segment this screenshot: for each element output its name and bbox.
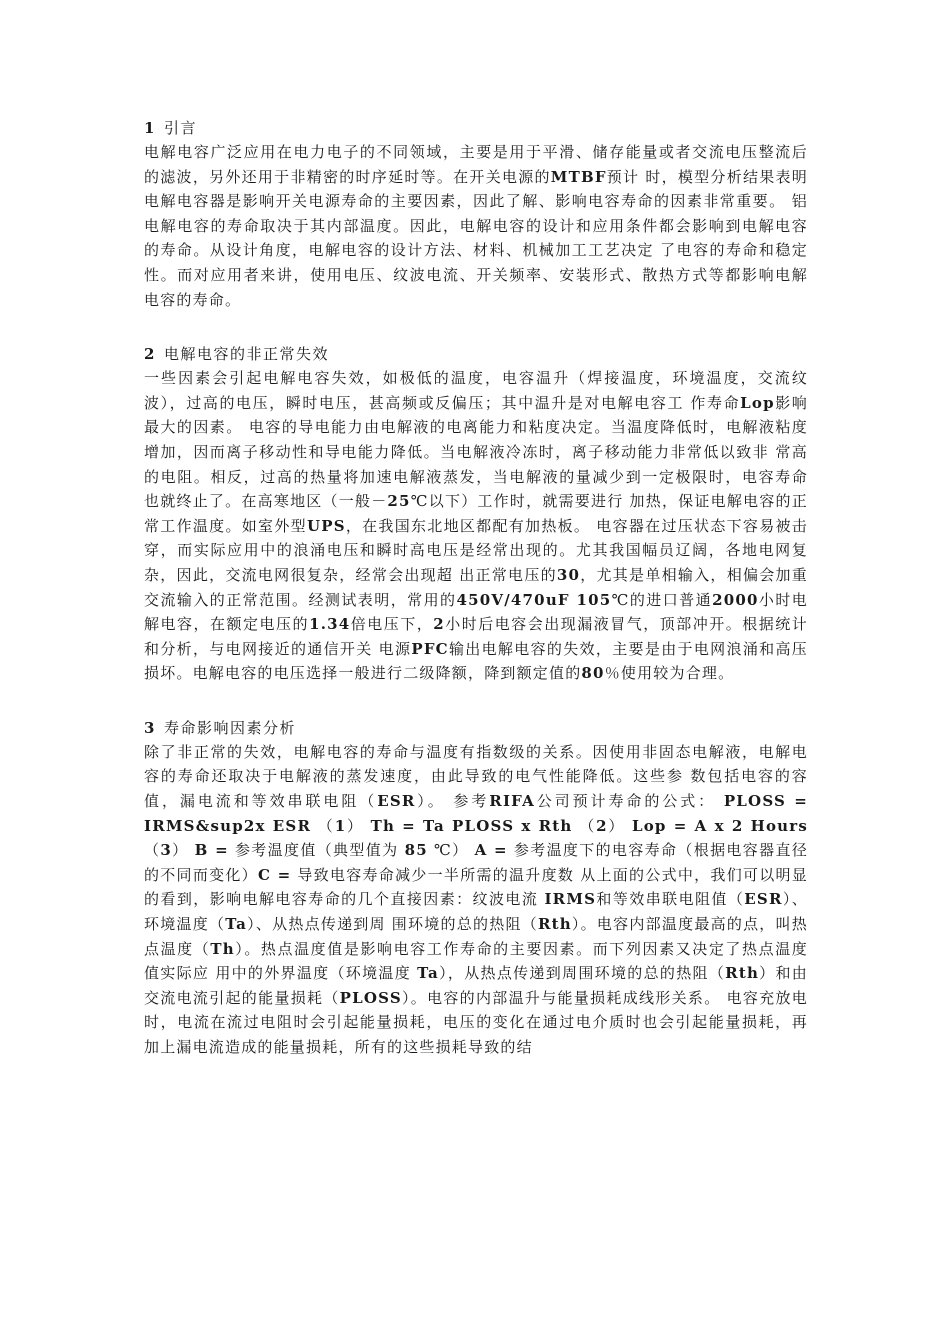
section-lifetime-factors — [144, 716, 808, 1060]
document-page — [144, 116, 808, 1090]
section-heading — [144, 342, 808, 366]
section-paragraph: 电解电容广泛应用在电力电子的不同领域，主要是用于平滑、储存能量或者交流电压整流后的滤波，另外还用于非精密的时序延时等。在开关电源的MTBF预计 时，模型分析结果表明电解电容器是影响开关电源寿命的主要因素，因此了解、影响电容寿命的因素非常重要。 铝电解电容的寿命取决于其内部温度。因此，电解电容的设计和应用条件都会影响到电解电容的寿命。从设计角度，电解电容的设计方法、材料、机械加工工艺决定 了电容的寿命和稳定性。而对应用者来讲，使用电压、纹波电流、开关频率、安装形式、散热方式等都影响电解电容的寿命。 — [144, 143, 808, 309]
section-number: 2 — [144, 345, 156, 364]
section-number: 1 — [144, 119, 156, 137]
section-title: 寿命影响因素分析 — [163, 718, 296, 737]
section-title: 引言 — [163, 119, 197, 137]
section-heading — [144, 116, 808, 140]
section-paragraph: 除了非正常的失效，电解电容的寿命与温度有指数级的关系。因使用非固态电解液，电解电容的寿命还取决于电解液的蒸发速度，由此导致的电气性能降低。这些参 数包括电容的容值，漏电流和等效串联电阻（ESR）。 参考RIFA公司预计寿命的公式： PLOSS = IRMS&sup2x ESR （1） Th = Ta PLOSS x Rth （2） Lop = A x 2 Hours （3） B = 参考温度值（典型值为 85 ℃） A = 参考温度下的电容寿命（根据电容器直径的不同而变化）C = 导致电容寿命减少一半所需的温升度数 从上面的公式中，我们可以明显的看到，影响电解电容寿命的几个直接因素：纹波电流 IRMS和等效串联电阻值（ESR）、环境温度（Ta）、从热点传递到周 围环境的总的热阻（Rth）。电容内部温度最高的点，叫热点温度（Th）。热点温度值是影响电容工作寿命的主要因素。而下列因素又决定了热点温度值实际应 用中的外界温度（环境温度 Ta），从热点传递到周围环境的总的热阻（Rth）和由交流电流引起的能量损耗（PLOSS）。电容的内部温升与能量损耗成线形关系。 电容充放电时，电流在流过电阻时会引起能量损耗，电压的变化在通过电介质时也会引起能量损耗，再加上漏电流造成的能量损耗，所有的这些损耗导致的结 — [144, 742, 809, 1056]
section-heading — [144, 716, 808, 740]
section-introduction — [144, 116, 808, 312]
section-title: 电解电容的非正常失效 — [163, 345, 329, 364]
section-paragraph: 一些因素会引起电解电容失效，如极低的温度，电容温升（焊接温度，环境温度，交流纹波），过高的电压，瞬时电压，甚高频或反偏压；其中温升是对电解电容工 作寿命Lop影响最大的因素。 电容的导电能力由电解液的电离能力和粘度决定。当温度降低时，电解液粘度增加，因而离子移动性和导电能力降低。当电解液冷冻时，离子移动能力非常低以致非 常高的电阻。相反，过高的热量将加速电解液蒸发，当电解液的量减少到一定极限时，电容寿命也就终止了。在高寒地区（一般－25℃以下）工作时，就需要进行 加热，保证电解电容的正常工作温度。如室外型UPS，在我国东北地区都配有加热板。 电容器在过压状态下容易被击穿，而实际应用中的浪涌电压和瞬时高电压是经常出现的。尤其我国幅员辽阔，各地电网复杂，因此，交流电网很复杂，经常会出现超 出正常电压的30，尤其是单相输入，相偏会加重交流输入的正常范围。经测试表明，常用的450V/470uF 105℃的进口普通2000小时电解电容，在额定电压的1.34倍电压下，2小时后电容会出现漏液冒气，顶部冲开。根据统计和分析，与电网接近的通信开关 电源PFC输出电解电容的失效，主要是由于电网浪涌和高压损坏。电解电容的电压选择一般进行二级降额，降到额定值的80％使用较为合理。 — [144, 369, 809, 683]
section-abnormal-failure — [144, 342, 808, 686]
section-number: 3 — [144, 718, 156, 737]
